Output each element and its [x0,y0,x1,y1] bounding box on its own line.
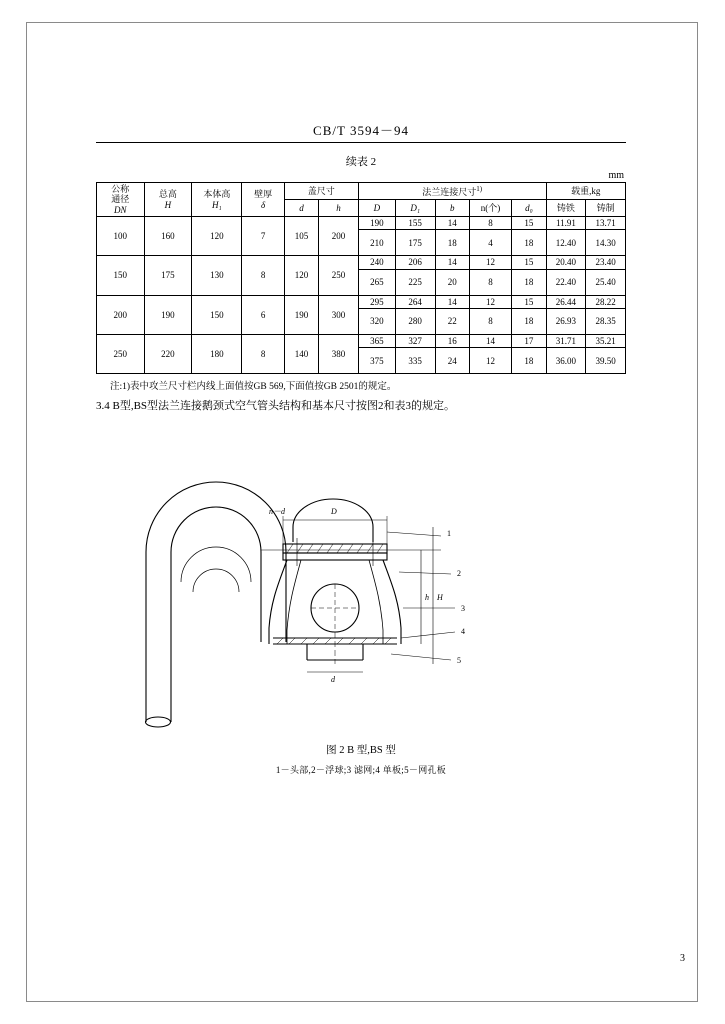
cell-h: 250 [319,256,359,295]
cell-flange-d0: 18 [512,269,546,295]
figure-caption: 图 2 B 型,BS 型 [326,745,396,757]
dimensions-table [96,182,626,374]
cell-flange-d0: 18 [512,348,546,374]
cell-flange-b: 16 [435,335,469,348]
cell-H: 175 [144,256,192,295]
figure-drawing [111,432,611,732]
th-wall [242,183,284,217]
th-wall-label: 壁厚 [254,189,273,200]
cell-weight-cast: 26.44 [546,295,586,308]
cell-weight-weld: 13.71 [586,217,626,230]
cell-flange-b: 14 [435,295,469,308]
cell-flange-D: 365 [358,335,395,348]
table-caption: 续表 2 [345,156,377,168]
label-n-d: n－d [269,507,285,517]
th-body-height [192,183,242,217]
cell-weight-weld: 25.40 [586,269,626,295]
th-body-height-label: 本体高 [203,189,231,200]
cell-wall: 8 [242,335,284,374]
cell-flange-d0: 15 [512,295,546,308]
cell-weight-cast: 36.00 [546,348,586,374]
table-row [97,295,626,308]
cell-wall: 8 [242,256,284,295]
th-flange-d0: d₀ [512,200,546,217]
th-dn [97,183,145,217]
th-weight-cast: 铸铁 [546,200,586,217]
cell-weight-cast: 11.91 [546,217,586,230]
cell-flange-d0: 18 [512,230,546,256]
figure-2 [96,432,626,776]
cell-flange-D: 295 [358,295,395,308]
page-number: 3 [680,953,685,964]
cell-weight-cast: 26.93 [546,309,586,335]
table-unit: mm [608,170,624,181]
cell-wall: 6 [242,295,284,334]
cell-dn: 100 [97,217,145,256]
th-flange-group [358,183,546,200]
th-flange-group-label: 法兰连接尺寸 [422,186,477,197]
cell-flange-D: 190 [358,217,395,230]
cell-flange-D: 375 [358,348,395,374]
leader-label-5: 5 [457,656,461,666]
th-total-height-sym: H [164,199,172,210]
label-H: H [437,593,443,603]
cell-d: 105 [284,217,318,256]
cell-flange-n: 4 [469,230,511,256]
leader-label-4: 4 [461,627,465,637]
cell-flange-n: 12 [469,295,511,308]
cell-weight-weld: 39.50 [586,348,626,374]
label-D: D [331,507,337,517]
cell-flange-b: 24 [435,348,469,374]
page-content [96,120,626,776]
cell-weight-weld: 35.21 [586,335,626,348]
table-row [97,256,626,269]
cell-flange-D: 265 [358,269,395,295]
cell-flange-n: 8 [469,309,511,335]
th-dn-l2: 通径 [111,194,130,205]
cell-weight-weld: 28.22 [586,295,626,308]
th-cover-h: h [319,200,359,217]
leader-label-3: 3 [461,604,465,614]
th-dn-l1: 公称 [111,184,130,194]
cell-flange-d0: 15 [512,217,546,230]
table-row [97,335,626,348]
th-total-height-label: 总高 [158,189,177,200]
cell-H1: 130 [192,256,242,295]
cell-flange-D1: 175 [395,230,435,256]
label-d: d [331,675,335,685]
cell-flange-d0: 18 [512,309,546,335]
leader-label-2: 2 [457,569,461,579]
cell-weight-cast: 31.71 [546,335,586,348]
cell-weight-weld: 23.40 [586,256,626,269]
cell-flange-b: 14 [435,217,469,230]
th-flange-group-sup: 1) [476,184,483,193]
th-flange-b: b [435,200,469,217]
cell-flange-b: 20 [435,269,469,295]
cell-H: 160 [144,217,192,256]
cell-weight-weld: 14.30 [586,230,626,256]
cell-weight-cast: 12.40 [546,230,586,256]
cell-flange-n: 8 [469,217,511,230]
cell-H: 220 [144,335,192,374]
cell-flange-d0: 15 [512,256,546,269]
cell-flange-d0: 17 [512,335,546,348]
th-weight-weld: 铸制 [586,200,626,217]
cell-flange-D1: 327 [395,335,435,348]
cell-d: 120 [284,256,318,295]
cell-flange-n: 12 [469,256,511,269]
cell-flange-D1: 155 [395,217,435,230]
cell-d: 190 [284,295,318,334]
table-row [97,217,626,230]
th-total-height [144,183,192,217]
standard-code-header: CB/T 3594－94 [96,120,626,143]
cell-dn: 150 [97,256,145,295]
cell-flange-D1: 206 [395,256,435,269]
cell-wall: 7 [242,217,284,256]
cell-flange-D1: 335 [395,348,435,374]
cell-flange-n: 12 [469,348,511,374]
cell-dn: 200 [97,295,145,334]
table-note: 注:1)表中攻兰尺寸栏内线上面值按GB 569,下面值按GB 2501的规定。 [110,382,397,393]
th-cover-d: d [284,200,318,217]
cell-h: 200 [319,217,359,256]
cell-dn: 250 [97,335,145,374]
cell-weight-cast: 20.40 [546,256,586,269]
th-flange-D1: D₁ [395,200,435,217]
cell-flange-D: 320 [358,309,395,335]
th-wall-sym: δ [261,199,266,210]
cell-flange-b: 22 [435,309,469,335]
cell-d: 140 [284,335,318,374]
cell-flange-D1: 264 [395,295,435,308]
cell-H1: 120 [192,217,242,256]
cell-flange-D1: 225 [395,269,435,295]
th-dn-l3: DN [114,204,127,215]
cell-h: 300 [319,295,359,334]
cell-flange-D: 240 [358,256,395,269]
th-weight-group: 载重,kg [546,183,625,200]
cell-weight-weld: 28.35 [586,309,626,335]
cell-weight-cast: 22.40 [546,269,586,295]
cell-H1: 150 [192,295,242,334]
cell-H1: 180 [192,335,242,374]
clause-3-4: 3.4 B型,BS型法兰连接鹅颈式空气管头结构和基本尺寸按图2和表3的规定。 [96,399,456,412]
th-cover-group: 盖尺寸 [284,183,358,200]
cell-flange-b: 14 [435,256,469,269]
cell-flange-D1: 280 [395,309,435,335]
cell-flange-n: 14 [469,335,511,348]
label-h: h [425,593,429,603]
th-flange-D: D [358,200,395,217]
th-flange-n: n(个) [469,200,511,217]
figure-key: 1－头部,2－浮球;3 滤网;4 单板;5－网孔板 [275,765,447,776]
cell-h: 380 [319,335,359,374]
leader-label-1: 1 [447,529,451,539]
cell-flange-D: 210 [358,230,395,256]
th-body-height-sym: H₁ [212,199,222,210]
cell-flange-n: 8 [469,269,511,295]
cell-flange-b: 18 [435,230,469,256]
cell-H: 190 [144,295,192,334]
